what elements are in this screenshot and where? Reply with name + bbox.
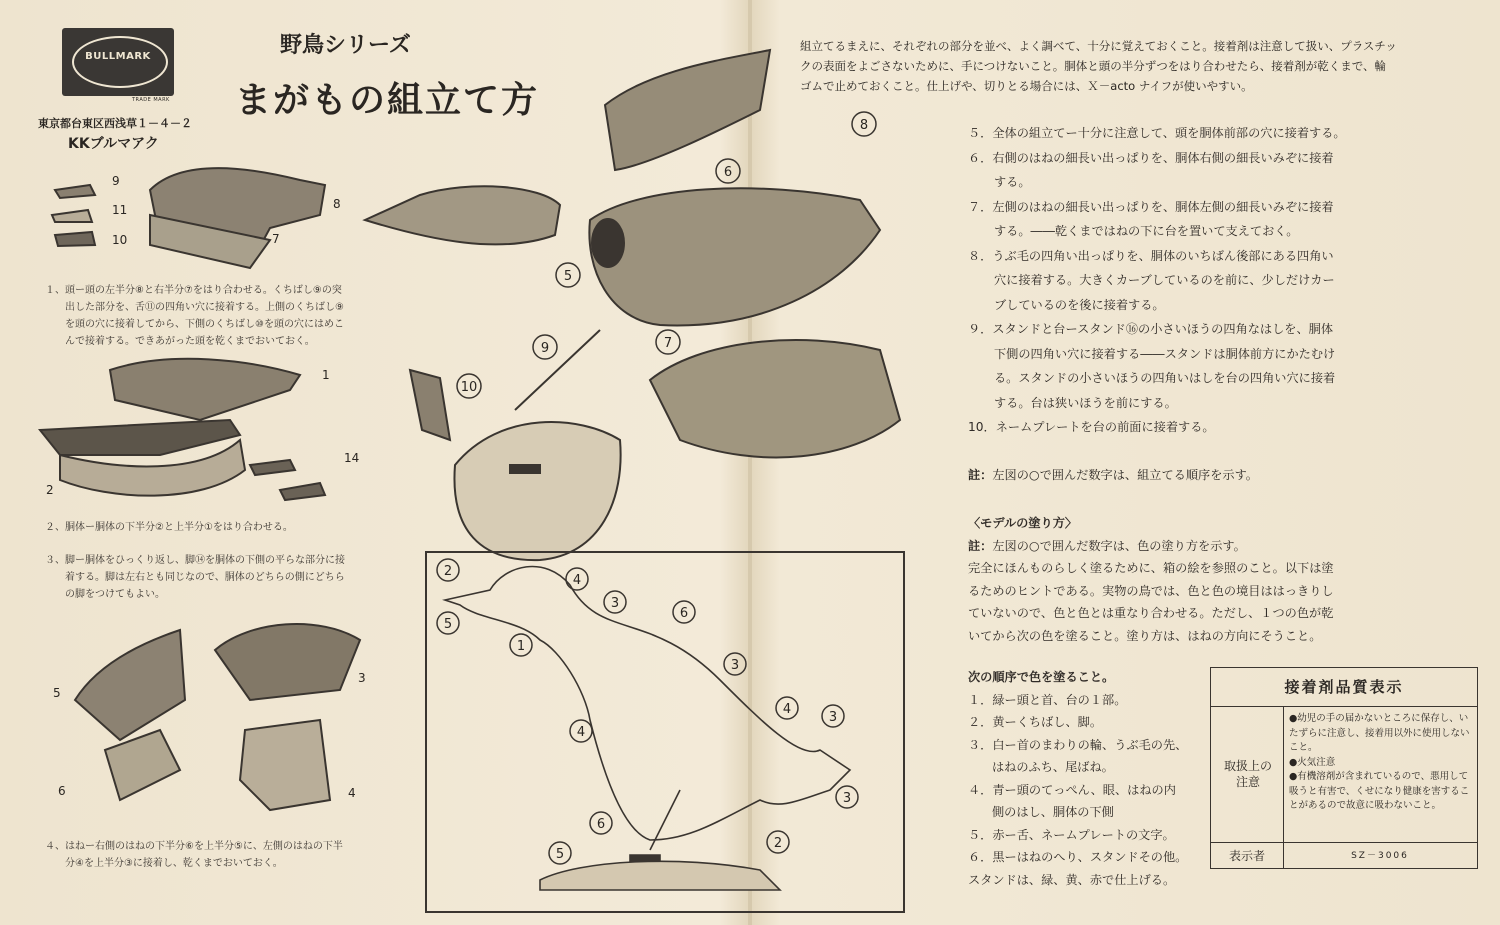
part-label: 11 [112,203,128,217]
caution-item: ●火気注意 [1289,756,1336,768]
duck-body-illustration [589,188,880,325]
intro-line: クの表面をよごさないために、手につけないこと。胴体と頭の半分ずつをはり合わせたら、接着剤が乾くまで、輪 [800,59,1387,73]
paint-line: るためのヒントである。実物の鳥では、色と色の境目ははっきりし [968,583,1334,598]
assembly-steps [968,121,1468,440]
step-1-line: １、頭ー頭の左半分⑧と右半分⑦をはり合わせる。くちばし⑨の突 [45,285,342,296]
step-1-line: んで接着する。できあがった頭を乾くまでおいておく。 [65,336,315,347]
paint-note-text: 左図の○で囲んだ数字は、色の塗り方を示す。 [992,538,1246,553]
part-label: 6 [58,784,66,798]
paint-label: 3 [730,658,740,673]
step-3-line: ３、脚ー胴体をひっくり返し、脚⑭を胴体の下側の平らな部分に接 [45,555,345,566]
color-line: ６．黒ーはねのへり、スタンドその他。 [968,850,1188,864]
intro-paragraph [800,36,1470,96]
assembly-step-line: する。 [994,175,1031,189]
paint-label: 3 [842,791,852,806]
duck-head-illustration [365,186,560,244]
assembly-step-line: ７．左側のはねの細長い出っぱりを、胴体左側の細長いみぞに接着 [968,199,1334,214]
circle-label: 7 [663,336,673,351]
caution-item: ●有機溶剤が含まれているので、悪用して吸うと有害で、くせになり健康を害することがあるので故意に吸わないこと。 [1289,771,1470,811]
circle-label: 6 [723,165,733,180]
step-4-line: ４、はねー右側のはねの下半分⑥を上半分⑤に、左側のはねの下半 [45,841,343,852]
part-label: 2 [46,483,54,497]
paint-label: 4 [576,725,586,740]
quality-table-label: 取扱上の注意 [1223,759,1272,789]
step-1-line: を頭の穴に接着してから、下側のくちばし⑩を頭の穴にはめこ [65,319,344,330]
assembly-step-line: ５．全体の組立てー十分に注意して、頭を胴体前部の穴に接着する。 [968,126,1346,140]
assembly-step-line: ８．うぶ毛の四角い出っぱりを、胴体のいちばん後部にある四角い [968,248,1334,263]
step-3 [45,552,385,603]
assembly-step-line: 穴に接着する。大きくカーブしているのを前に、少しだけカー [994,273,1335,287]
paint-section [968,512,1468,647]
paint-label: 6 [596,817,606,832]
paint-label: 2 [443,564,453,579]
step-2 [45,519,385,536]
part-label: 5 [53,686,61,700]
quality-table-items [1289,712,1475,814]
trademark-text: TRADE MARK [132,97,170,103]
assembly-step-line: ブしているのを後に接着する。 [994,297,1165,312]
part-label: 8 [333,197,341,211]
color-line: ５．赤ー舌、ネームプレートの文字。 [968,827,1175,842]
adhesive-quality-table [1210,667,1478,869]
caution-item: ●幼児の手の届かないところに保存し、いたずらに注意し、接着用以外に使用しないこと。 [1289,713,1470,753]
assembly-step-line: 下側の四角い穴に接着する――スタンドは胴体前方にかたむけ [994,346,1336,361]
circle-label: 5 [563,269,573,284]
circle-label: 9 [540,341,550,356]
assembly-note [968,466,1258,483]
quality-table-title: 接着剤品質表示 [1211,668,1477,707]
part-label: 3 [358,671,366,685]
part-label: 1 [322,368,330,382]
step-2-line: ２、胴体ー胴体の下半分②と上半分①をはり合わせる。 [45,522,293,533]
series-title: 野鳥シリーズ [280,33,411,58]
circle-label: 10 [460,380,478,395]
paint-label: 6 [679,606,689,621]
paint-label: 3 [828,710,838,725]
part-label: 14 [344,451,360,465]
paint-label: 4 [572,573,582,588]
color-order-heading: 次の順序で色を塗ること。 [968,670,1115,684]
paint-heading: 〈モデルの塗り方〉 [968,516,1078,530]
color-line: スタンドは、緑、黄、赤で仕上げる。 [968,872,1176,887]
paint-label: 4 [782,702,792,717]
part-label: 4 [348,786,356,800]
assembly-step-line: する。台は狭いほうを前にする。 [994,395,1177,410]
assembly-step-line: 10．ネームプレートを台の前面に接着する。 [968,420,1215,434]
intro-line: 組立てるまえに、それぞれの部分を並べ、よく調べて、十分に覚えておくこと。接着剤は注意して扱い、プラスチッ [800,39,1397,53]
paint-label: 5 [443,617,453,632]
quality-table-label-cell [1211,706,1284,842]
upper-wing-illustration [605,50,770,170]
assembly-step-line: する。――乾くまではねの下に台を置いて支えておく。 [994,224,1299,238]
paint-label: 3 [610,596,620,611]
body-parts-illustration [40,359,325,500]
note-label: 註： [968,468,993,482]
paint-note-label: 註： [968,538,993,553]
paint-line: 完全にほんものらしく塗るために、箱の絵を参照のこと。以下は塗 [968,561,1334,575]
head-parts-illustration [52,168,325,268]
logo-brand: BULLMARK [85,51,151,62]
circle-label: 8 [859,118,869,133]
color-line: 側のはし、胴体の下側 [992,805,1114,819]
color-line: ３．白ー首のまわりの輪、うぶ毛の先、 [968,737,1188,752]
paint-line: いてから次の色を塗ること。塗り方は、はねの方向にそうこと。 [968,628,1322,643]
paint-label: 2 [773,836,783,851]
step-1-line: 出した部分を、舌⑪の四角い穴に接着する。上側のくちばし⑨ [65,302,344,313]
footer-label: 表示者 [1211,843,1284,869]
assembly-step-line: る。スタンドの小さいほうの四角いはしを台の四角い穴に接着 [994,371,1336,385]
step-3-line: の脚をつけてもよい。 [65,589,165,600]
step-4-line: 分④を上半分③に接着し、乾くまでおいておく。 [65,858,283,869]
wings-illustration [75,624,360,810]
paint-label: 1 [516,639,526,654]
step-3-line: 着する。脚は左右とも同じなので、胴体のどちらの側にどちら [65,572,345,583]
color-line: １．緑ー頭と首、台の１部。 [968,692,1127,707]
paint-label: 5 [555,847,565,862]
step-4 [45,838,385,872]
lower-wing-illustration [650,340,900,457]
quality-table-footer [1211,842,1477,869]
footer-value: SZ－3006 [1351,851,1409,861]
color-line: はねのふち、尾ばね。 [992,760,1114,774]
part-label: 7 [272,232,280,246]
stand-illustration [410,330,621,560]
assembly-step-line: ６．右側のはねの細長い出っぱりを、胴体右側の細長いみぞに接着 [968,150,1334,165]
assembly-step-line: ９．スタンドと台ースタンド⑯の小さいほうの四角なはしを、胴体 [968,322,1334,336]
color-line: ４．青ー頭のてっぺん、眼、はねの内 [968,782,1176,797]
company-address: 東京都台東区西浅草１－４－２ [38,117,192,130]
part-label: 9 [112,174,120,188]
company-name: KKブルマアク [68,136,159,152]
part-label: 10 [112,233,128,247]
color-order [968,666,1203,891]
step-1 [45,282,385,350]
paint-line: ていないので、色と色とは重なり合わせる。ただし、１つの色が乾 [968,606,1334,620]
color-line: ２．黄ーくちばし、脚。 [968,715,1103,729]
intro-line: ゴムで止めておくこと。仕上げや、切りとる場合には、Ｘ－acto ナイフが使いやすい。 [800,79,1253,93]
page-title: まがもの組立て方 [235,80,540,121]
paint-diagram-frame [426,552,904,912]
note-text: 左図の○で囲んだ数字は、組立てる順序を示す。 [992,468,1258,482]
